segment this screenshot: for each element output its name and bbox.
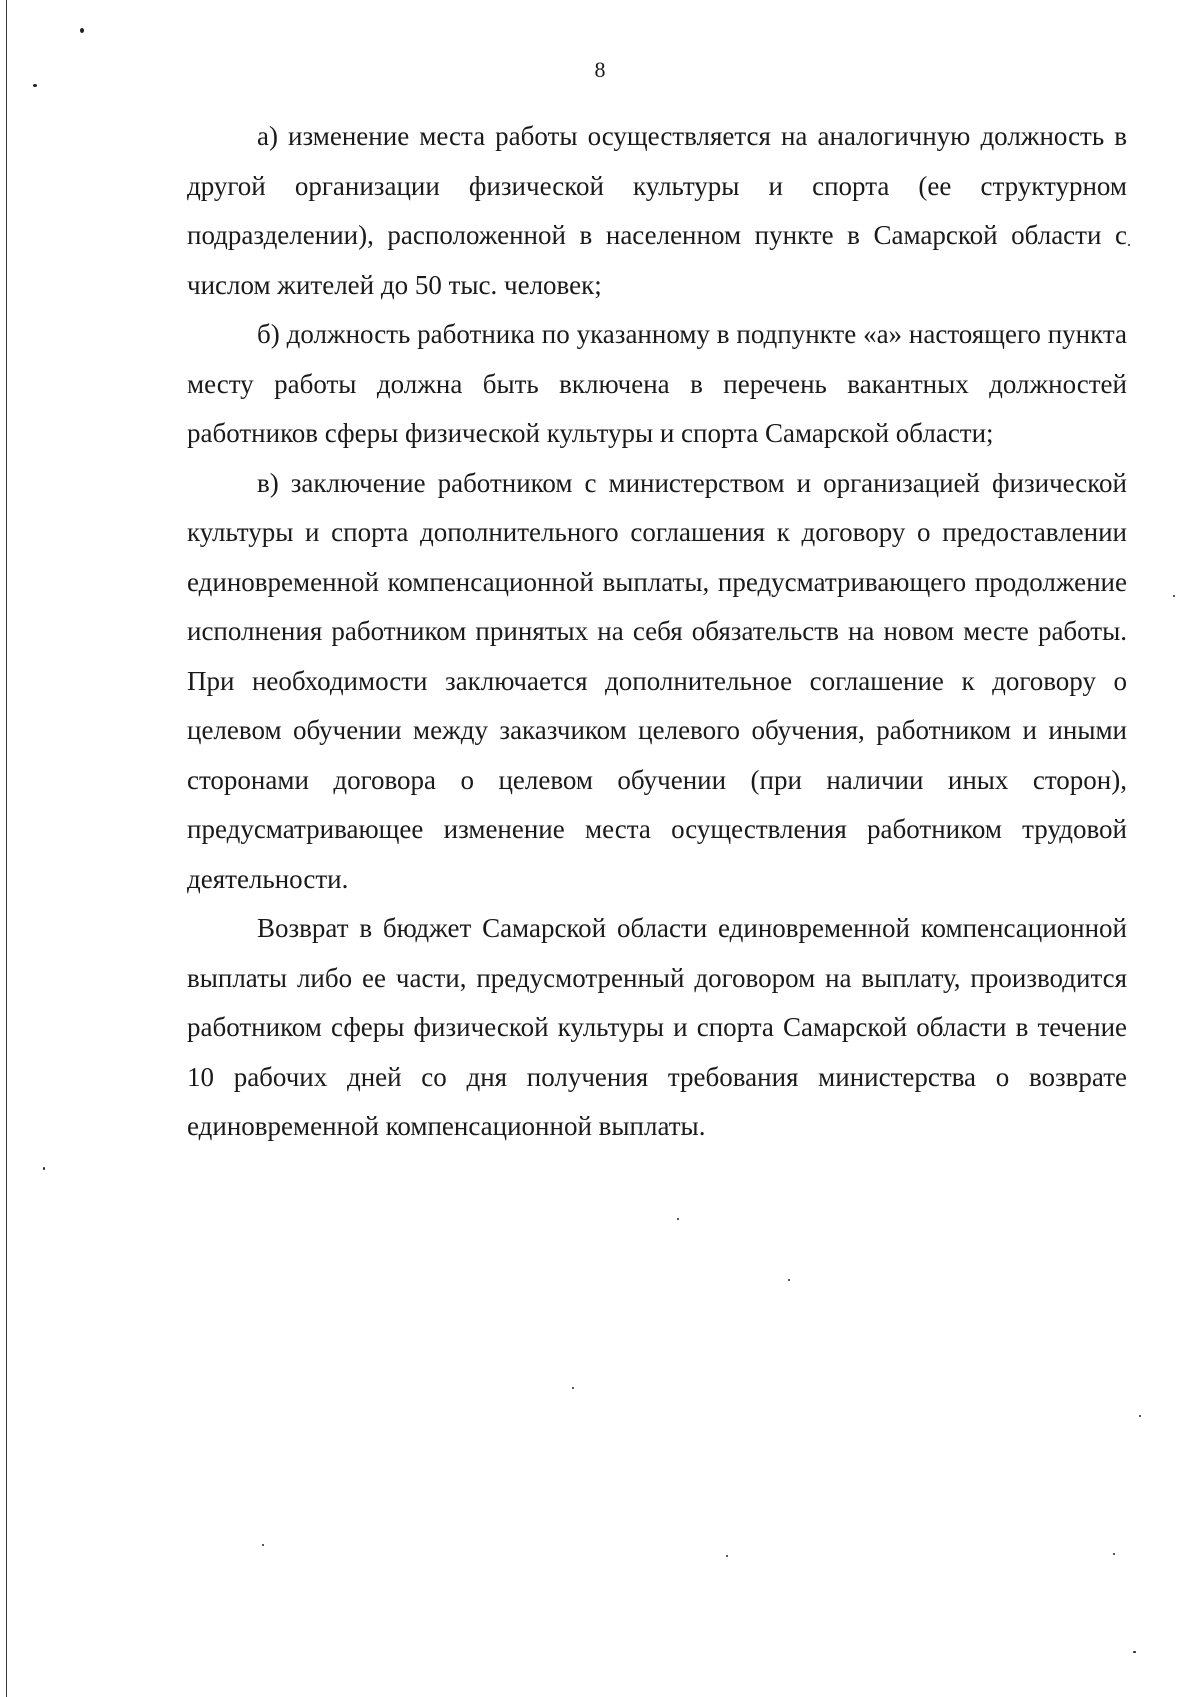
paragraph-b: б) должность работника по указанному в подпункте «а» настоящего пункта месту работы должна быть включена в перечень вакантных должностей работников сферы физической культуры и спорта Самарской области; (187, 319, 1127, 448)
scan-speck (1133, 1651, 1136, 1653)
scan-speck (1173, 595, 1175, 597)
scan-speck (1139, 1415, 1141, 1417)
scan-speck (1113, 1553, 1115, 1555)
page-left-edge (6, 0, 7, 1697)
scan-speck (80, 28, 84, 33)
scan-speck (572, 1387, 574, 1389)
paragraph-v: в) заключение работником с министерством и организацией физической культуры и спорта дополнительного соглашения к договору о предоставлении единовременной компенсационной выплаты, предусматривающего продолжение исполнения работником принятых на себя обязательств на новом месте работы. При необходимости заключается дополнительное соглашение к договору о целевом обучении между заказчиком целевого обучения, работником и иными сторонами договора о целевом обучении (при наличии иных сторон), предусматривающее изменение места осуществления работником трудовой деятельности. (187, 467, 1127, 894)
scan-speck (33, 84, 37, 87)
paragraph-a: а) изменение места работы осуществляется на аналогичную должность в другой организации физической культуры и спорта (ее структурном подразделении), расположенной в населенном пункте в Самарской области с числом жителей до 50 тыс. человек; (187, 121, 1127, 300)
scan-speck (262, 1544, 264, 1546)
scan-speck (43, 1167, 45, 1170)
scan-speck (1128, 244, 1130, 246)
paragraph-refund: Возврат в бюджет Самарской области единовременной компенсационной выплаты либо ее части, предусмотренный договором на выплату, производится работником сферы физической культуры и спорта Самарской области в течение 10 рабочих дней со дня получения требования министерства о возврате единовременной компенсационной выплаты. (187, 913, 1127, 1141)
body-text (187, 112, 1127, 1152)
scan-speck (677, 1218, 679, 1220)
scan-speck (788, 1279, 790, 1281)
scan-speck (726, 1555, 728, 1557)
page-number: 8 (594, 57, 606, 82)
